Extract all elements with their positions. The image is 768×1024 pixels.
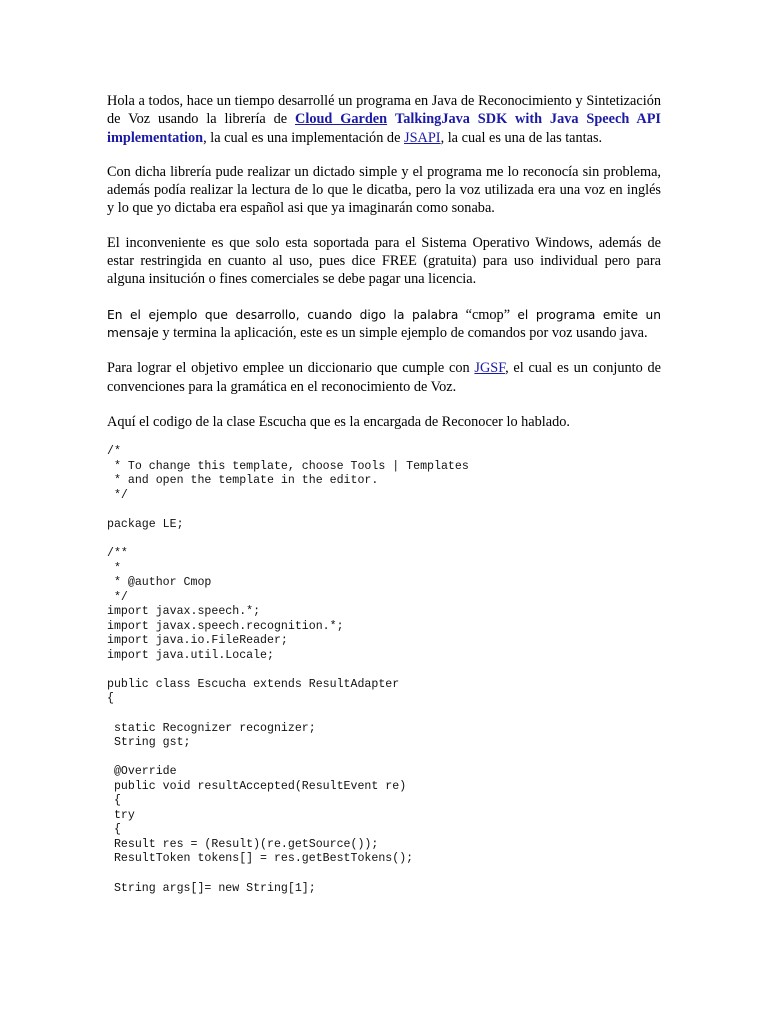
code-line: */ bbox=[107, 488, 128, 502]
paragraph-code-intro: Aquí el codigo de la clase Escucha que es la encargada de Reconocer lo hablado. bbox=[107, 413, 570, 430]
code-line: import javax.speech.*; bbox=[107, 605, 261, 619]
code-line: * To change this template, choose Tools | Templates bbox=[107, 459, 469, 473]
code-line: Result res = (Result)(re.getSource()); bbox=[107, 837, 379, 851]
code-line: */ bbox=[107, 590, 128, 604]
intro-text-2: , la cual es una implementación de bbox=[203, 129, 404, 146]
link-talkingjava-sdk[interactable]: TalkingJava SDK with Java Speech API implementation bbox=[107, 111, 661, 146]
paragraph-inconvenience: El inconveniente es que solo esta soportada para el Sistema Operativo Windows, además de estar restringida en cuanto al uso, pues dice FREE (gratuita) para uso individual pero para alguna insitución o fines comerciales se debe pagar una licencia. bbox=[107, 234, 661, 288]
code-line: /** bbox=[107, 546, 128, 560]
code-line: * and open the template in the editor. bbox=[107, 474, 379, 488]
document-page bbox=[107, 92, 661, 896]
code-line: import javax.speech.recognition.*; bbox=[107, 619, 344, 633]
code-line: String gst; bbox=[107, 736, 191, 750]
code-line: import java.util.Locale; bbox=[107, 648, 274, 662]
code-line: String args[]= new String[1]; bbox=[107, 881, 316, 895]
code-line: import java.io.FileReader; bbox=[107, 634, 288, 648]
code-line: package LE; bbox=[107, 517, 184, 531]
grammar-text-2: , el cual es un conjunto de convenciones para la gramática en el reconocimiento de Voz. bbox=[107, 360, 661, 395]
intro-text-3: , la cual es una de las tantas. bbox=[440, 129, 603, 146]
intro-text-1: Hola a todos, hace un tiempo desarrollé un programa en Java de Reconocimiento y Sintetización de Voz usando la librería de bbox=[107, 93, 661, 128]
code-line: * @author Cmop bbox=[107, 576, 212, 590]
code-line: public class Escucha extends ResultAdapter bbox=[107, 677, 400, 691]
link-jsapi[interactable]: JSAPI bbox=[404, 129, 441, 146]
example-text-1: En el ejemplo que desarrollo, cuando digo la palabra bbox=[107, 307, 459, 322]
link-cloud-garden[interactable]: Cloud Garden bbox=[295, 111, 388, 128]
intro-space bbox=[387, 111, 395, 127]
example-text-3: y termina la aplicación, este es un simple ejemplo de comandos por voz usando java. bbox=[158, 324, 648, 341]
example-text-2: el programa emite un mensaje bbox=[107, 307, 662, 340]
code-line: { bbox=[107, 823, 121, 837]
code-line: ResultToken tokens[] = res.getBestTokens(); bbox=[107, 852, 414, 866]
code-block bbox=[107, 445, 661, 896]
code-line: { bbox=[107, 794, 121, 808]
paragraph-example bbox=[107, 306, 661, 343]
code-line: /* bbox=[107, 445, 121, 459]
code-line: try bbox=[107, 808, 135, 822]
code-line: @Override bbox=[107, 765, 177, 779]
code-line: * bbox=[107, 561, 121, 575]
paragraph-dictation: Con dicha librería pude realizar un dictado simple y el programa me lo reconocía sin problema, además podía realizar la lectura de lo que le dicatba, pero la voz utilizada era una voz en inglés y lo que yo dictaba era español asi que ya imaginarán como sonaba. bbox=[107, 163, 661, 217]
paragraph-grammar bbox=[107, 359, 661, 396]
code-line: static Recognizer recognizer; bbox=[107, 721, 316, 735]
example-quoted-word: “cmop” bbox=[458, 306, 518, 323]
code-line: { bbox=[107, 692, 114, 706]
grammar-text-1: Para lograr el objetivo emplee un diccionario que cumple con bbox=[107, 360, 475, 377]
paragraph-intro bbox=[107, 92, 661, 147]
link-jgsf[interactable]: JGSF bbox=[474, 360, 506, 377]
code-line: public void resultAccepted(ResultEvent re) bbox=[107, 779, 407, 793]
